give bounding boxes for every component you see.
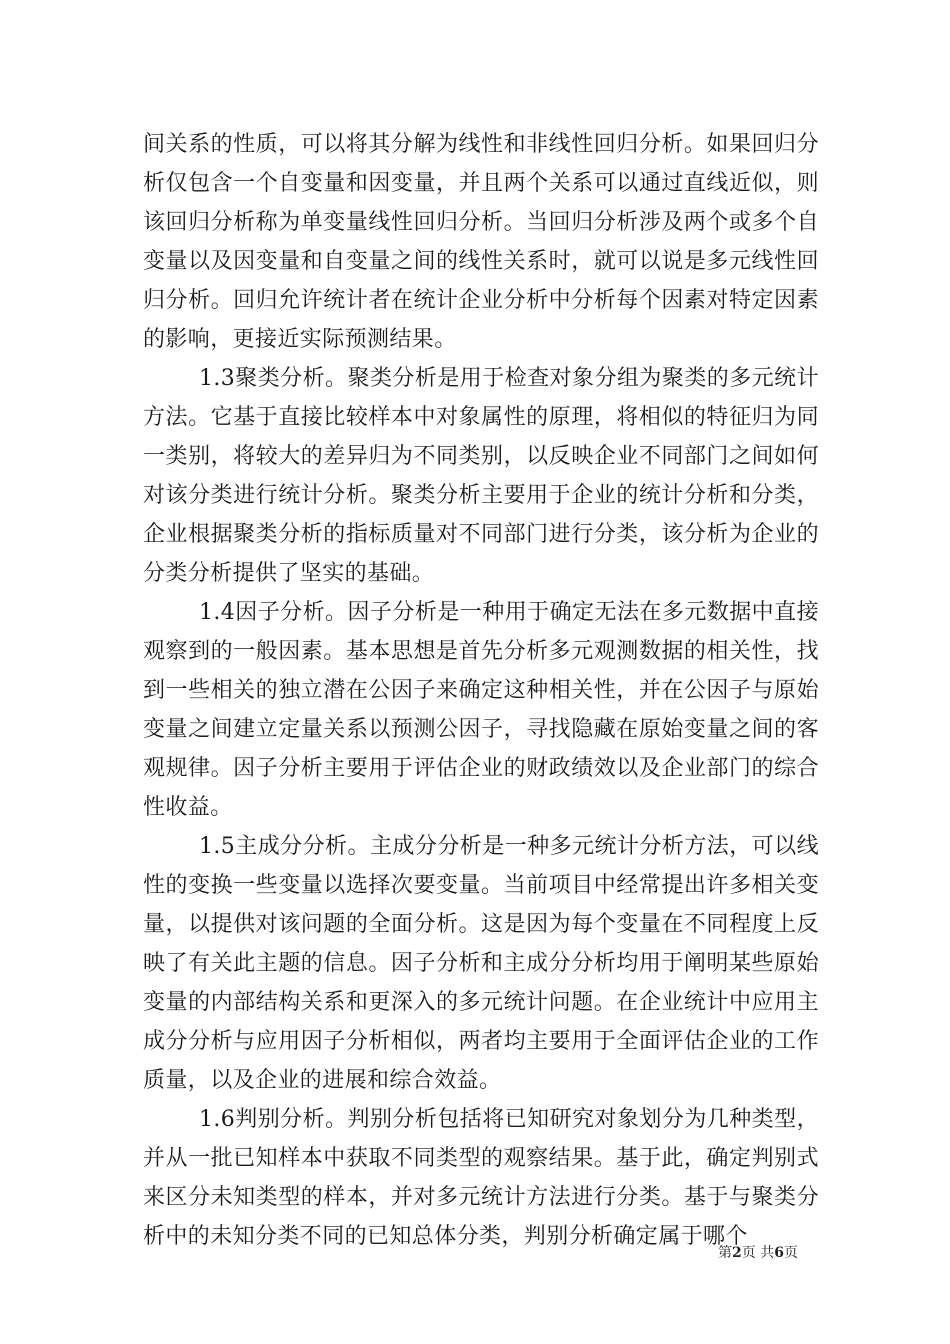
- footer-suffix: 页: [783, 1245, 798, 1261]
- document-body: [143, 125, 819, 1256]
- current-page-number: 2: [732, 1245, 742, 1261]
- page-number-footer: [718, 1244, 828, 1262]
- total-page-number: 6: [774, 1245, 784, 1261]
- footer-prefix: 第: [718, 1245, 732, 1261]
- paragraph-principal-component-analysis: 1.5主成分分析。主成分分析是一种多元统计分析方法，可以线性的变换一些变量以选择次要变量。当前项目中经常提出许多相关变量，以提供对该问题的全面分析。这是因为每个变量在不同程度上反映了有关此主题的信息。因子分析和主成分分析均用于阐明某些原始变量的内部结构关系和更深入的多元统计问题。在企业统计中应用主成分分析与应用因子分析相似，两者均主要用于全面评估企业的工作质量，以及企业的进展和综合效益。: [143, 834, 819, 1093]
- paragraph-discriminant-analysis: 1.6判别分析。判别分析包括将已知研究对象划分为几种类型，并从一批已知样本中获取不同类型的观察结果。基于此，确定判别式来区分未知类型的样本，并对多元统计方法进行分类。基于与聚类分析中的未知分类不同的已知总体分类，判别分析确定属于哪个: [143, 1107, 819, 1249]
- paragraph-factor-analysis: 1.4因子分析。因子分析是一种用于确定无法在多元数据中直接观察到的一般因素。基本思想是首先分析多元观测数据的相关性，找到一些相关的独立潜在公因子来确定这种相关性，并在公因子与原始变量之间建立定量关系以预测公因子，寻找隐藏在原始变量之间的客观规律。因子分析主要用于评估企业的财政绩效以及企业部门的综合性收益。: [143, 600, 819, 820]
- paragraph-regression-continued: 间关系的性质，可以将其分解为线性和非线性回归分析。如果回归分析仅包含一个自变量和因变量，并且两个关系可以通过直线近似，则该回归分析称为单变量线性回归分析。当回归分析涉及两个或多个自变量以及因变量和自变量之间的线性关系时，就可以说是多元线性回归分析。回归允许统计者在统计企业分析中分析每个因素对特定因素的影响，更接近实际预测结果。: [143, 132, 819, 352]
- footer-middle: 页 共: [741, 1245, 775, 1261]
- paragraph-cluster-analysis: 1.3聚类分析。聚类分析是用于检查对象分组为聚类的多元统计方法。它基于直接比较样本中对象属性的原理，将相似的特征归为同一类别，将较大的差异归为不同类别，以反映企业不同部门之间如何对该分类进行统计分析。聚类分析主要用于企业的统计分析和分类，企业根据聚类分析的指标质量对不同部门进行分类，该分析为企业的分类分析提供了坚实的基础。: [143, 366, 819, 586]
